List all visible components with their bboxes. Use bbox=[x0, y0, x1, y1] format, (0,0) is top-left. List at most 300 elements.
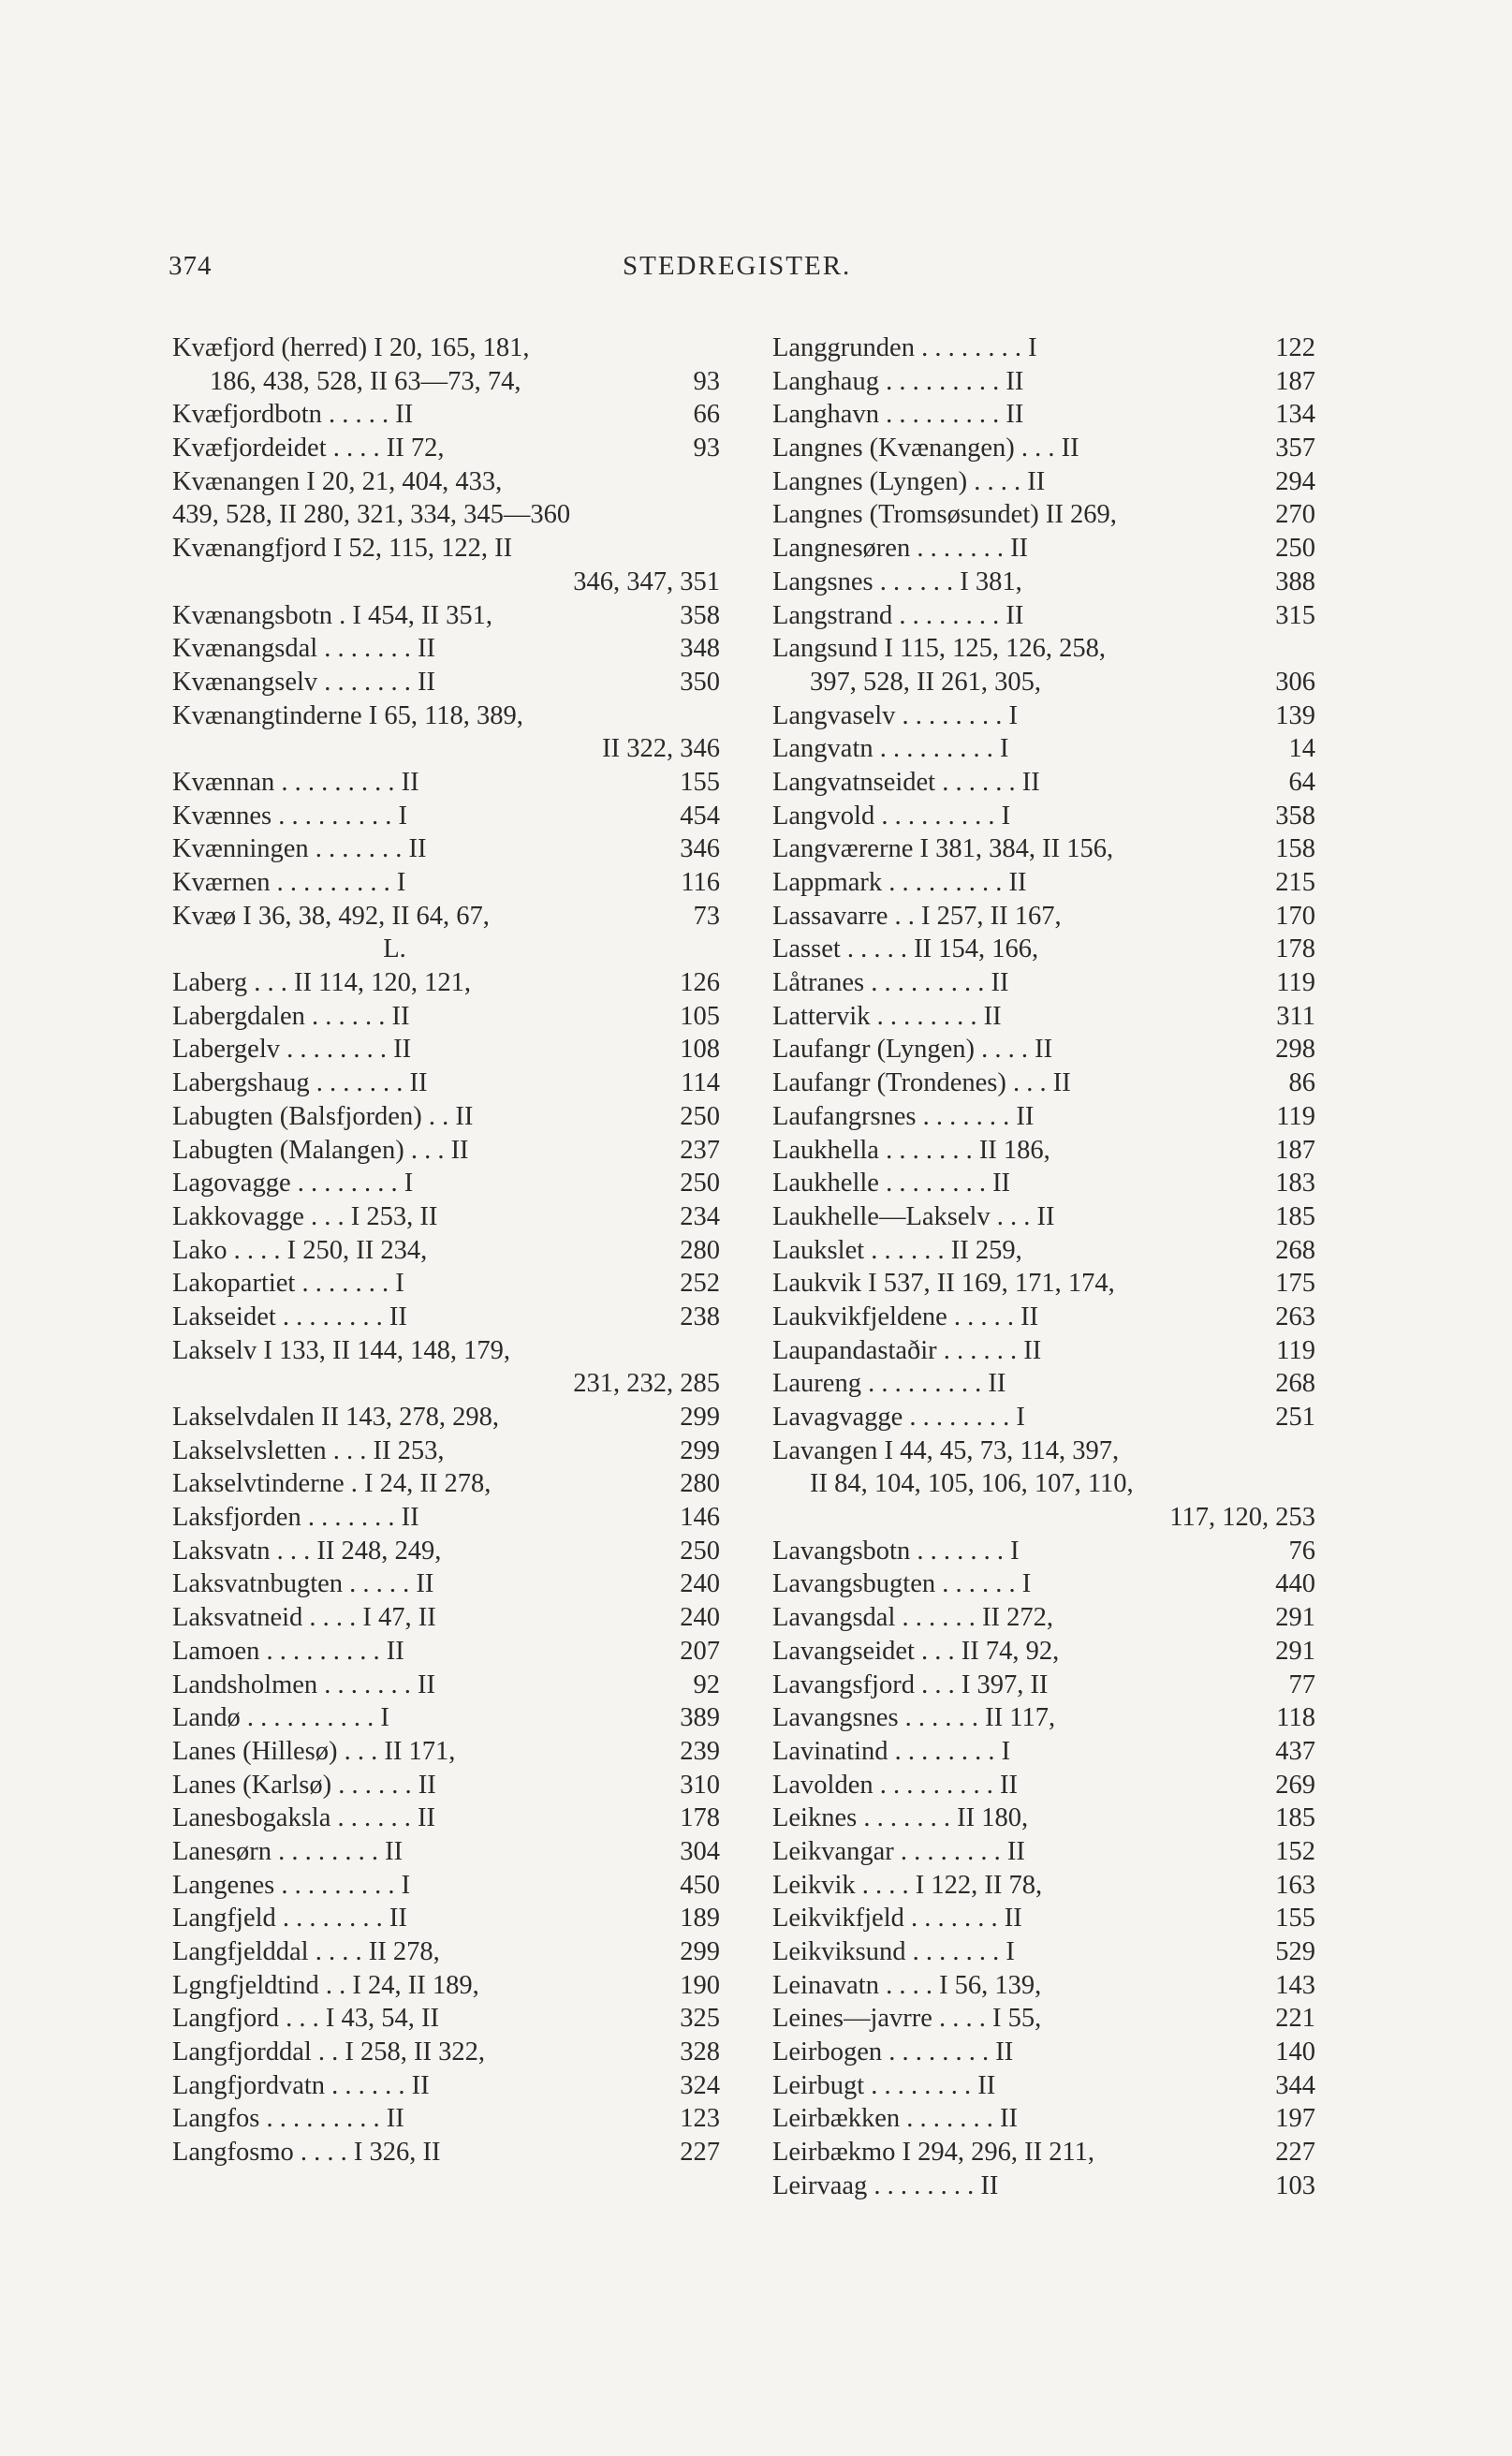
entry-page-ref: 158 bbox=[1275, 834, 1315, 864]
left-column bbox=[172, 331, 720, 2169]
index-entry bbox=[172, 966, 720, 1000]
index-entry bbox=[172, 566, 720, 599]
index-entry bbox=[172, 900, 720, 934]
index-entry bbox=[772, 2169, 1315, 2203]
entry-text: Leirbækken . . . . . . . II bbox=[772, 2104, 1018, 2134]
entry-text: Langværerne I 381, 384, II 156, bbox=[772, 834, 1114, 864]
entry-text: Labugten (Malangen) . . . II bbox=[172, 1135, 469, 1165]
entry-page-ref: 252 bbox=[680, 1269, 720, 1299]
entry-page-ref: 299 bbox=[680, 1435, 720, 1465]
index-entry bbox=[772, 1167, 1315, 1200]
entry-page-ref: 250 bbox=[680, 1169, 720, 1199]
entry-page-ref: 231, 232, 285 bbox=[573, 1369, 720, 1399]
entry-page-ref: 304 bbox=[680, 1836, 720, 1866]
index-entry bbox=[172, 1535, 720, 1568]
entry-text: Langfjorddal . . I 258, II 322, bbox=[172, 2037, 485, 2067]
index-entry bbox=[172, 1066, 720, 1100]
entry-page-ref: 185 bbox=[1275, 1201, 1315, 1231]
entry-text: Lavangsdal . . . . . . II 272, bbox=[772, 1603, 1053, 1633]
index-entry bbox=[772, 2136, 1315, 2169]
entry-text: Labergshaug . . . . . . . II bbox=[172, 1068, 428, 1098]
index-entry bbox=[772, 632, 1315, 666]
index-entry bbox=[772, 1501, 1315, 1535]
entry-text: Kvæfjordbotn . . . . . II bbox=[172, 400, 414, 430]
entry-text: Lavangseidet . . . II 74, 92, bbox=[772, 1636, 1060, 1666]
entry-page-ref: 325 bbox=[680, 2004, 720, 2034]
index-entry bbox=[172, 498, 720, 532]
entry-page-ref: 437 bbox=[1275, 1736, 1315, 1766]
entry-page-ref: 250 bbox=[680, 1536, 720, 1566]
index-entry bbox=[172, 1567, 720, 1601]
index-entry bbox=[772, 1033, 1315, 1066]
entry-page-ref: 291 bbox=[1275, 1636, 1315, 1666]
entry-text: Langenes . . . . . . . . . I bbox=[172, 1870, 411, 1900]
index-entry bbox=[772, 1701, 1315, 1735]
index-entry bbox=[772, 1434, 1315, 1468]
entry-text: Langfos . . . . . . . . . II bbox=[172, 2104, 404, 2134]
entry-text: Landø . . . . . . . . . . I bbox=[172, 1703, 389, 1733]
index-entry bbox=[172, 1401, 720, 1434]
index-entry bbox=[772, 900, 1315, 934]
index-entry bbox=[172, 1835, 720, 1869]
entry-text: Laksvatnbugten . . . . . II bbox=[172, 1569, 434, 1599]
entry-page-ref: 155 bbox=[1275, 1904, 1315, 1934]
index-entry bbox=[172, 1301, 720, 1334]
entry-text: Laufangrsnes . . . . . . . II bbox=[772, 1101, 1035, 1131]
index-entry bbox=[172, 766, 720, 800]
entry-text: Laksvatn . . . II 248, 249, bbox=[172, 1536, 442, 1566]
index-entry bbox=[172, 1869, 720, 1903]
entry-page-ref: 280 bbox=[680, 1235, 720, 1265]
entry-text: 397, 528, II 261, 305, bbox=[810, 667, 1041, 697]
section-letter: L. bbox=[383, 934, 406, 964]
entry-text: Lavangsnes . . . . . . II 117, bbox=[772, 1703, 1056, 1733]
index-entry bbox=[772, 1635, 1315, 1669]
index-entry bbox=[772, 532, 1315, 566]
entry-text: Laukvikfjeldene . . . . . II bbox=[772, 1302, 1039, 1331]
index-entry bbox=[172, 398, 720, 432]
entry-page-ref: 108 bbox=[680, 1035, 720, 1065]
entry-text: Lakselv I 133, II 144, 148, 179, bbox=[172, 1335, 510, 1365]
index-entry bbox=[772, 365, 1315, 399]
entry-text: Laufangr (Trondenes) . . . II bbox=[772, 1068, 1071, 1098]
entry-text: Leines—javrre . . . . I 55, bbox=[772, 2004, 1042, 2034]
index-entry bbox=[772, 966, 1315, 1000]
entry-text: Langgrunden . . . . . . . . I bbox=[772, 333, 1037, 362]
entry-page-ref: 86 bbox=[1288, 1068, 1315, 1098]
entry-text: Kvænangfjord I 52, 115, 122, II bbox=[172, 534, 513, 564]
entry-text: Landsholmen . . . . . . . II bbox=[172, 1669, 435, 1699]
entry-page-ref: 234 bbox=[680, 1201, 720, 1231]
index-entry bbox=[172, 331, 720, 365]
index-entry bbox=[172, 2069, 720, 2103]
entry-page-ref: 450 bbox=[680, 1870, 720, 1900]
index-entry bbox=[772, 1601, 1315, 1635]
index-entry bbox=[172, 365, 720, 399]
entry-text: Kvæfjordeidet . . . . II 72, bbox=[172, 434, 445, 463]
entry-page-ref: 163 bbox=[1275, 1870, 1315, 1900]
entry-text: Lanesørn . . . . . . . . II bbox=[172, 1836, 404, 1866]
entry-page-ref: 315 bbox=[1275, 600, 1315, 630]
entry-page-ref: 139 bbox=[1275, 700, 1315, 730]
index-entry bbox=[172, 1735, 720, 1769]
entry-page-ref: 64 bbox=[1288, 767, 1315, 797]
index-entry bbox=[172, 1267, 720, 1301]
entry-page-ref: 311 bbox=[1276, 1001, 1315, 1031]
entry-text: Langhaug . . . . . . . . . II bbox=[772, 366, 1024, 396]
entry-text: Lakselvtinderne . I 24, II 278, bbox=[172, 1469, 492, 1499]
entry-page-ref: 358 bbox=[680, 600, 720, 630]
index-entry bbox=[172, 1367, 720, 1401]
entry-page-ref: 183 bbox=[1275, 1169, 1315, 1199]
index-entry bbox=[172, 632, 720, 666]
entry-text: Lakseidet . . . . . . . . II bbox=[172, 1302, 407, 1331]
entry-page-ref: 239 bbox=[680, 1736, 720, 1766]
entry-text: Leirbogen . . . . . . . . II bbox=[772, 2037, 1014, 2067]
index-entry bbox=[172, 599, 720, 633]
entry-text: Laureng . . . . . . . . . II bbox=[772, 1369, 1006, 1399]
entry-page-ref: 134 bbox=[1275, 400, 1315, 430]
index-entry bbox=[172, 1334, 720, 1368]
entry-text: Laukhella . . . . . . . II 186, bbox=[772, 1135, 1050, 1165]
entry-text: Laukvik I 537, II 169, 171, 174, bbox=[772, 1269, 1115, 1299]
entry-text: Lasset . . . . . II 154, 166, bbox=[772, 934, 1039, 964]
entry-page-ref: 140 bbox=[1275, 2037, 1315, 2067]
entry-page-ref: 170 bbox=[1275, 901, 1315, 931]
entry-text: Leirbugt . . . . . . . . II bbox=[772, 2070, 996, 2100]
entry-text: Kvænangsbotn . I 454, II 351, bbox=[172, 600, 492, 630]
entry-text: Leikvik . . . . I 122, II 78, bbox=[772, 1870, 1043, 1900]
entry-page-ref: 263 bbox=[1275, 1302, 1315, 1331]
entry-text: Laukhelle . . . . . . . . II bbox=[772, 1169, 1011, 1199]
entry-page-ref: 344 bbox=[1275, 2070, 1315, 2100]
index-entry bbox=[772, 1267, 1315, 1301]
entry-page-ref: 291 bbox=[1275, 1603, 1315, 1633]
entry-page-ref: 324 bbox=[680, 2070, 720, 2100]
entry-text: Langhavn . . . . . . . . . II bbox=[772, 400, 1024, 430]
index-entry bbox=[172, 1902, 720, 1935]
entry-text: Laukslet . . . . . . II 259, bbox=[772, 1235, 1022, 1265]
page-number: 374 bbox=[169, 251, 213, 281]
entry-text: Langvatn . . . . . . . . . I bbox=[772, 734, 1009, 764]
index-entry bbox=[772, 1935, 1315, 1969]
entry-page-ref: 221 bbox=[1275, 2004, 1315, 2034]
index-entry bbox=[772, 2036, 1315, 2069]
index-entry bbox=[772, 465, 1315, 499]
entry-text: Lakopartiet . . . . . . . I bbox=[172, 1269, 404, 1299]
entry-text: Lavinatind . . . . . . . . I bbox=[772, 1736, 1011, 1766]
entry-page-ref: 116 bbox=[681, 868, 720, 897]
entry-page-ref: 92 bbox=[693, 1669, 720, 1699]
entry-text: Kvænangselv . . . . . . . II bbox=[172, 667, 436, 697]
entry-page-ref: 215 bbox=[1275, 868, 1315, 897]
entry-text: Kvænangen I 20, 21, 404, 433, bbox=[172, 466, 503, 496]
index-entry bbox=[172, 732, 720, 766]
index-entry bbox=[172, 1701, 720, 1735]
entry-page-ref: 197 bbox=[1275, 2104, 1315, 2134]
entry-text: Lamoen . . . . . . . . . II bbox=[172, 1636, 404, 1666]
entry-page-ref: 454 bbox=[680, 801, 720, 831]
entry-text: Lappmark . . . . . . . . . II bbox=[772, 868, 1027, 897]
index-entry bbox=[772, 1301, 1315, 1334]
index-entry bbox=[172, 465, 720, 499]
index-entry bbox=[172, 1434, 720, 1468]
entry-text: Leikvangar . . . . . . . . II bbox=[772, 1836, 1025, 1866]
entry-text: Langnes (Kvænangen) . . . II bbox=[772, 434, 1079, 463]
index-entry bbox=[172, 2036, 720, 2069]
index-entry bbox=[772, 1401, 1315, 1434]
index-entry bbox=[172, 2002, 720, 2036]
entry-text: Laukhelle—Lakselv . . . II bbox=[772, 1201, 1055, 1231]
entry-text: Langsund I 115, 125, 126, 258, bbox=[772, 634, 1106, 664]
entry-page-ref: 357 bbox=[1275, 434, 1315, 463]
entry-page-ref: 105 bbox=[680, 1001, 720, 1031]
entry-page-ref: 268 bbox=[1275, 1235, 1315, 1265]
index-entry bbox=[172, 1167, 720, 1200]
entry-text: Lattervik . . . . . . . . II bbox=[772, 1001, 1002, 1031]
index-entry bbox=[172, 432, 720, 465]
entry-text: Laksfjorden . . . . . . . II bbox=[172, 1503, 419, 1533]
index-entry bbox=[172, 1000, 720, 1034]
index-entry bbox=[172, 2102, 720, 2136]
entry-text: Langsnes . . . . . . I 381, bbox=[772, 566, 1022, 596]
entry-page-ref: 123 bbox=[680, 2104, 720, 2134]
index-entry bbox=[172, 1234, 720, 1268]
entry-text: Laufangr (Lyngen) . . . . II bbox=[772, 1035, 1053, 1065]
entry-page-ref: 388 bbox=[1275, 566, 1315, 596]
entry-text: Langfosmo . . . . I 326, II bbox=[172, 2138, 441, 2168]
entry-text: 186, 438, 528, II 63—73, 74, bbox=[210, 366, 521, 396]
index-entry bbox=[772, 666, 1315, 699]
entry-page-ref: 14 bbox=[1288, 734, 1315, 764]
index-entry bbox=[772, 866, 1315, 900]
index-entry bbox=[772, 2002, 1315, 2036]
index-entry bbox=[772, 1835, 1315, 1869]
entry-page-ref: 269 bbox=[1275, 1770, 1315, 1800]
entry-page-ref: 152 bbox=[1275, 1836, 1315, 1866]
entry-page-ref: 310 bbox=[680, 1770, 720, 1800]
entry-page-ref: 178 bbox=[680, 1803, 720, 1833]
entry-text: Kvænningen . . . . . . . II bbox=[172, 834, 427, 864]
index-entry bbox=[772, 2102, 1315, 2136]
index-entry bbox=[172, 1935, 720, 1969]
index-entry bbox=[772, 2069, 1315, 2103]
entry-page-ref: 294 bbox=[1275, 466, 1315, 496]
entry-page-ref: 251 bbox=[1275, 1403, 1315, 1432]
index-entry bbox=[172, 666, 720, 699]
index-entry bbox=[772, 432, 1315, 465]
index-entry bbox=[172, 532, 720, 566]
index-entry bbox=[772, 1902, 1315, 1935]
entry-text: Langfjord . . . I 43, 54, II bbox=[172, 2004, 439, 2034]
entry-page-ref: 66 bbox=[693, 400, 720, 430]
index-entry bbox=[772, 1535, 1315, 1568]
entry-text: Lavangsbugten . . . . . . I bbox=[772, 1569, 1032, 1599]
entry-text: Lavangsbotn . . . . . . . I bbox=[772, 1536, 1020, 1566]
index-entry bbox=[772, 1066, 1315, 1100]
entry-page-ref: 299 bbox=[680, 1403, 720, 1432]
entry-page-ref: 250 bbox=[1275, 534, 1315, 564]
entry-text: Lavolden . . . . . . . . . II bbox=[772, 1770, 1018, 1800]
entry-page-ref: 389 bbox=[680, 1703, 720, 1733]
index-entry bbox=[172, 1100, 720, 1134]
entry-text: Leinavatn . . . . I 56, 139, bbox=[772, 1970, 1042, 2000]
entry-text: Lagovagge . . . . . . . . I bbox=[172, 1169, 414, 1199]
entry-page-ref: 77 bbox=[1288, 1669, 1315, 1699]
entry-page-ref: 238 bbox=[680, 1302, 720, 1331]
entry-page-ref: II 322, 346 bbox=[602, 734, 720, 764]
entry-text: Laksvatneid . . . . I 47, II bbox=[172, 1603, 436, 1633]
entry-text: Langvold . . . . . . . . . I bbox=[772, 801, 1011, 831]
entry-text: Kvænangsdal . . . . . . . II bbox=[172, 634, 436, 664]
index-entry bbox=[772, 1367, 1315, 1401]
entry-page-ref: 76 bbox=[1288, 1536, 1315, 1566]
index-entry bbox=[172, 699, 720, 733]
entry-text: Kvænangtinderne I 65, 118, 389, bbox=[172, 700, 523, 730]
entry-page-ref: 299 bbox=[680, 1937, 720, 1966]
index-entry bbox=[772, 331, 1315, 365]
entry-page-ref: 155 bbox=[680, 767, 720, 797]
entry-text: Kværnen . . . . . . . . . I bbox=[172, 868, 406, 897]
index-entry bbox=[772, 1769, 1315, 1802]
entry-page-ref: 348 bbox=[680, 634, 720, 664]
entry-text: II 84, 104, 105, 106, 107, 110, bbox=[810, 1469, 1134, 1499]
index-entry bbox=[772, 800, 1315, 833]
entry-text: Lakkovagge . . . I 253, II bbox=[172, 1201, 438, 1231]
entry-text: Labugten (Balsfjorden) . . II bbox=[172, 1101, 474, 1131]
index-entry bbox=[772, 1802, 1315, 1835]
index-entry bbox=[772, 1134, 1315, 1168]
index-entry bbox=[772, 398, 1315, 432]
index-entry bbox=[772, 599, 1315, 633]
index-entry bbox=[172, 1134, 720, 1168]
entry-text: Lako . . . . I 250, II 234, bbox=[172, 1235, 428, 1265]
entry-page-ref: 187 bbox=[1275, 366, 1315, 396]
entry-page-ref: 103 bbox=[1275, 2170, 1315, 2200]
index-entry bbox=[172, 2136, 720, 2169]
index-entry bbox=[172, 1969, 720, 2003]
entry-page-ref: 126 bbox=[680, 968, 720, 998]
entry-text: Leirvaag . . . . . . . . II bbox=[772, 2170, 999, 2200]
entry-page-ref: 227 bbox=[1275, 2138, 1315, 2168]
index-entry bbox=[772, 1234, 1315, 1268]
index-entry bbox=[172, 1669, 720, 1702]
entry-text: Langfjelddal . . . . II 278, bbox=[172, 1937, 440, 1966]
index-entry bbox=[772, 1969, 1315, 2003]
index-entry bbox=[772, 766, 1315, 800]
entry-text: Låtranes . . . . . . . . . II bbox=[772, 968, 1009, 998]
index-entry bbox=[172, 800, 720, 833]
entry-text: Laupandastaðir . . . . . . II bbox=[772, 1335, 1042, 1365]
index-entry bbox=[772, 566, 1315, 599]
entry-page-ref: 119 bbox=[1276, 1101, 1315, 1131]
entry-text: 439, 528, II 280, 321, 334, 345—360 bbox=[172, 500, 571, 530]
page-title: STEDREGISTER. bbox=[623, 251, 852, 281]
entry-text: Lgngfjeldtind . . I 24, II 189, bbox=[172, 1970, 479, 2000]
entry-page-ref: 270 bbox=[1275, 500, 1315, 530]
entry-page-ref: 185 bbox=[1275, 1803, 1315, 1833]
index-entry bbox=[172, 1802, 720, 1835]
entry-text: Lavangen I 44, 45, 73, 114, 397, bbox=[772, 1435, 1120, 1465]
entry-page-ref: 189 bbox=[680, 1904, 720, 1934]
entry-page-ref: 237 bbox=[680, 1135, 720, 1165]
index-entry bbox=[772, 498, 1315, 532]
entry-text: Lanesbogaksla . . . . . . II bbox=[172, 1803, 435, 1833]
entry-text: Labergdalen . . . . . . II bbox=[172, 1001, 410, 1031]
entry-page-ref: 240 bbox=[680, 1569, 720, 1599]
entry-page-ref: 119 bbox=[1276, 968, 1315, 998]
entry-text: Leikviksund . . . . . . . I bbox=[772, 1937, 1015, 1966]
entry-page-ref: 346 bbox=[680, 834, 720, 864]
index-entry bbox=[172, 866, 720, 900]
index-entry bbox=[772, 832, 1315, 866]
index-entry bbox=[772, 699, 1315, 733]
entry-page-ref: 122 bbox=[1275, 333, 1315, 362]
entry-page-ref: 207 bbox=[680, 1636, 720, 1666]
entry-text: Lanes (Karlsø) . . . . . . II bbox=[172, 1770, 436, 1800]
index-entry bbox=[772, 1869, 1315, 1903]
entry-page-ref: 143 bbox=[1275, 1970, 1315, 2000]
index-entry bbox=[172, 1769, 720, 1802]
entry-page-ref: 529 bbox=[1275, 1937, 1315, 1966]
index-entry bbox=[772, 732, 1315, 766]
entry-text: Kvæø I 36, 38, 492, II 64, 67, bbox=[172, 901, 490, 931]
entry-text: Kvænnan . . . . . . . . . II bbox=[172, 767, 419, 797]
index-entry bbox=[772, 1669, 1315, 1702]
entry-text: Lakselvsletten . . . II 253, bbox=[172, 1435, 445, 1465]
entry-text: Langvaselv . . . . . . . . I bbox=[772, 700, 1018, 730]
entry-text: Langstrand . . . . . . . . II bbox=[772, 600, 1024, 630]
index-entry bbox=[772, 933, 1315, 966]
entry-page-ref: 306 bbox=[1275, 667, 1315, 697]
index-entry bbox=[772, 1200, 1315, 1234]
entry-text: Leiknes . . . . . . . II 180, bbox=[772, 1803, 1029, 1833]
entry-text: Langfjeld . . . . . . . . II bbox=[172, 1904, 407, 1934]
index-entry bbox=[172, 832, 720, 866]
index-entry bbox=[772, 1000, 1315, 1034]
entry-page-ref: 146 bbox=[680, 1503, 720, 1533]
index-entry bbox=[772, 1334, 1315, 1368]
entry-page-ref: 350 bbox=[680, 667, 720, 697]
entry-page-ref: 118 bbox=[1276, 1703, 1315, 1733]
entry-text: Langfjordvatn . . . . . . II bbox=[172, 2070, 430, 2100]
entry-page-ref: 117, 120, 253 bbox=[1169, 1503, 1315, 1533]
entry-page-ref: 298 bbox=[1275, 1035, 1315, 1065]
entry-text: Kvæfjord (herred) I 20, 165, 181, bbox=[172, 333, 530, 362]
entry-text: Lassavarre . . I 257, II 167, bbox=[772, 901, 1062, 931]
index-entry bbox=[172, 1200, 720, 1234]
entry-page-ref: 328 bbox=[680, 2037, 720, 2067]
entry-page-ref: 175 bbox=[1275, 1269, 1315, 1299]
entry-page-ref: 119 bbox=[1276, 1335, 1315, 1365]
entry-page-ref: 190 bbox=[680, 1970, 720, 2000]
index-entry bbox=[172, 1601, 720, 1635]
entry-page-ref: 73 bbox=[693, 901, 720, 931]
entry-text: Lavangsfjord . . . I 397, II bbox=[772, 1669, 1049, 1699]
entry-text: Langnes (Tromsøsundet) II 269, bbox=[772, 500, 1117, 530]
entry-text: Lanes (Hillesø) . . . II 171, bbox=[172, 1736, 456, 1766]
entry-text: Lavagvagge . . . . . . . . I bbox=[772, 1403, 1025, 1432]
entry-text: Laberg . . . II 114, 120, 121, bbox=[172, 968, 471, 998]
index-entry bbox=[172, 1635, 720, 1669]
entry-page-ref: 440 bbox=[1275, 1569, 1315, 1599]
entry-text: Lakselvdalen II 143, 278, 298, bbox=[172, 1403, 500, 1432]
index-entry bbox=[772, 1100, 1315, 1134]
page-header bbox=[169, 251, 1386, 288]
entry-text: Leikvikfjeld . . . . . . . II bbox=[772, 1904, 1022, 1934]
entry-page-ref: 114 bbox=[681, 1068, 720, 1098]
entry-page-ref: 268 bbox=[1275, 1369, 1315, 1399]
